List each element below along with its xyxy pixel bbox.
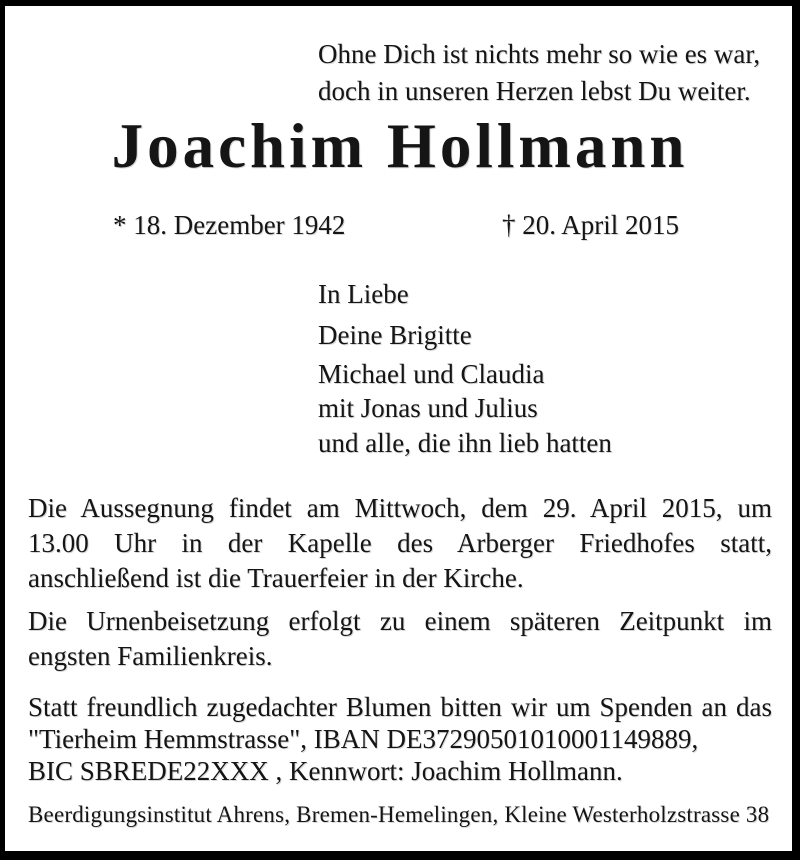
death-date-text: 20. April 2015 [522,210,680,240]
epigraph-line: doch in unseren Herzen lebst Du weiter. [318,76,751,106]
epigraph-line: Ohne Dich ist nichts mehr so wie es war, [318,39,761,69]
paragraph-line: "Tierheim Hemmstrasse", IBAN DE37290501010001149889, [28,724,699,754]
paragraph-line: engsten Familienkreis. [28,641,273,671]
paragraph-line: BIC SBREDE22XXX , Kennwort: Joachim Hollmann. [28,756,623,786]
farewell-salutation: In Liebe [318,279,409,309]
urnenbeisetzung-paragraph [28,604,772,674]
mourner-line: Deine Brigitte [318,320,472,350]
dates-row [28,208,772,242]
aussegnung-paragraph [28,491,772,596]
birth-date-text: 18. Dezember 1942 [133,210,346,240]
paragraph-line: Die Urnenbeisetzung erfolgt zu einem späteren Zeitpunkt im [28,606,772,636]
spenden-paragraph [28,691,772,787]
paragraph-line: Statt freundlich zugedachter Blumen bitten wir um Spenden an das [28,692,772,722]
mourner-line: und alle, die ihn lieb hatten [318,428,612,458]
birth-date [113,208,502,242]
mourner-line: Michael und Claudia [318,359,545,389]
mourner-family-block [318,357,772,425]
birth-star-icon: * [113,210,127,240]
death-date [502,208,679,242]
paragraph-line: 13.00 Uhr in der Kapelle des Arberger Friedhofes statt, [28,528,772,558]
mourner-line: mit Jonas und Julius [318,393,538,423]
funeral-home-line: Beerdigungsinstitut Ahrens, Bremen-Hemelingen, Kleine Westerholzstrasse 38 [28,802,770,827]
epigraph [318,36,772,110]
death-dagger-icon: † [502,210,516,240]
deceased-name: Joachim Hollmann [111,111,689,181]
paragraph-line: Die Aussegnung findet am Mittwoch, dem 29. April 2015, um [28,493,772,523]
paragraph-line: anschließend ist die Trauerfeier in der Kirche. [28,563,524,593]
